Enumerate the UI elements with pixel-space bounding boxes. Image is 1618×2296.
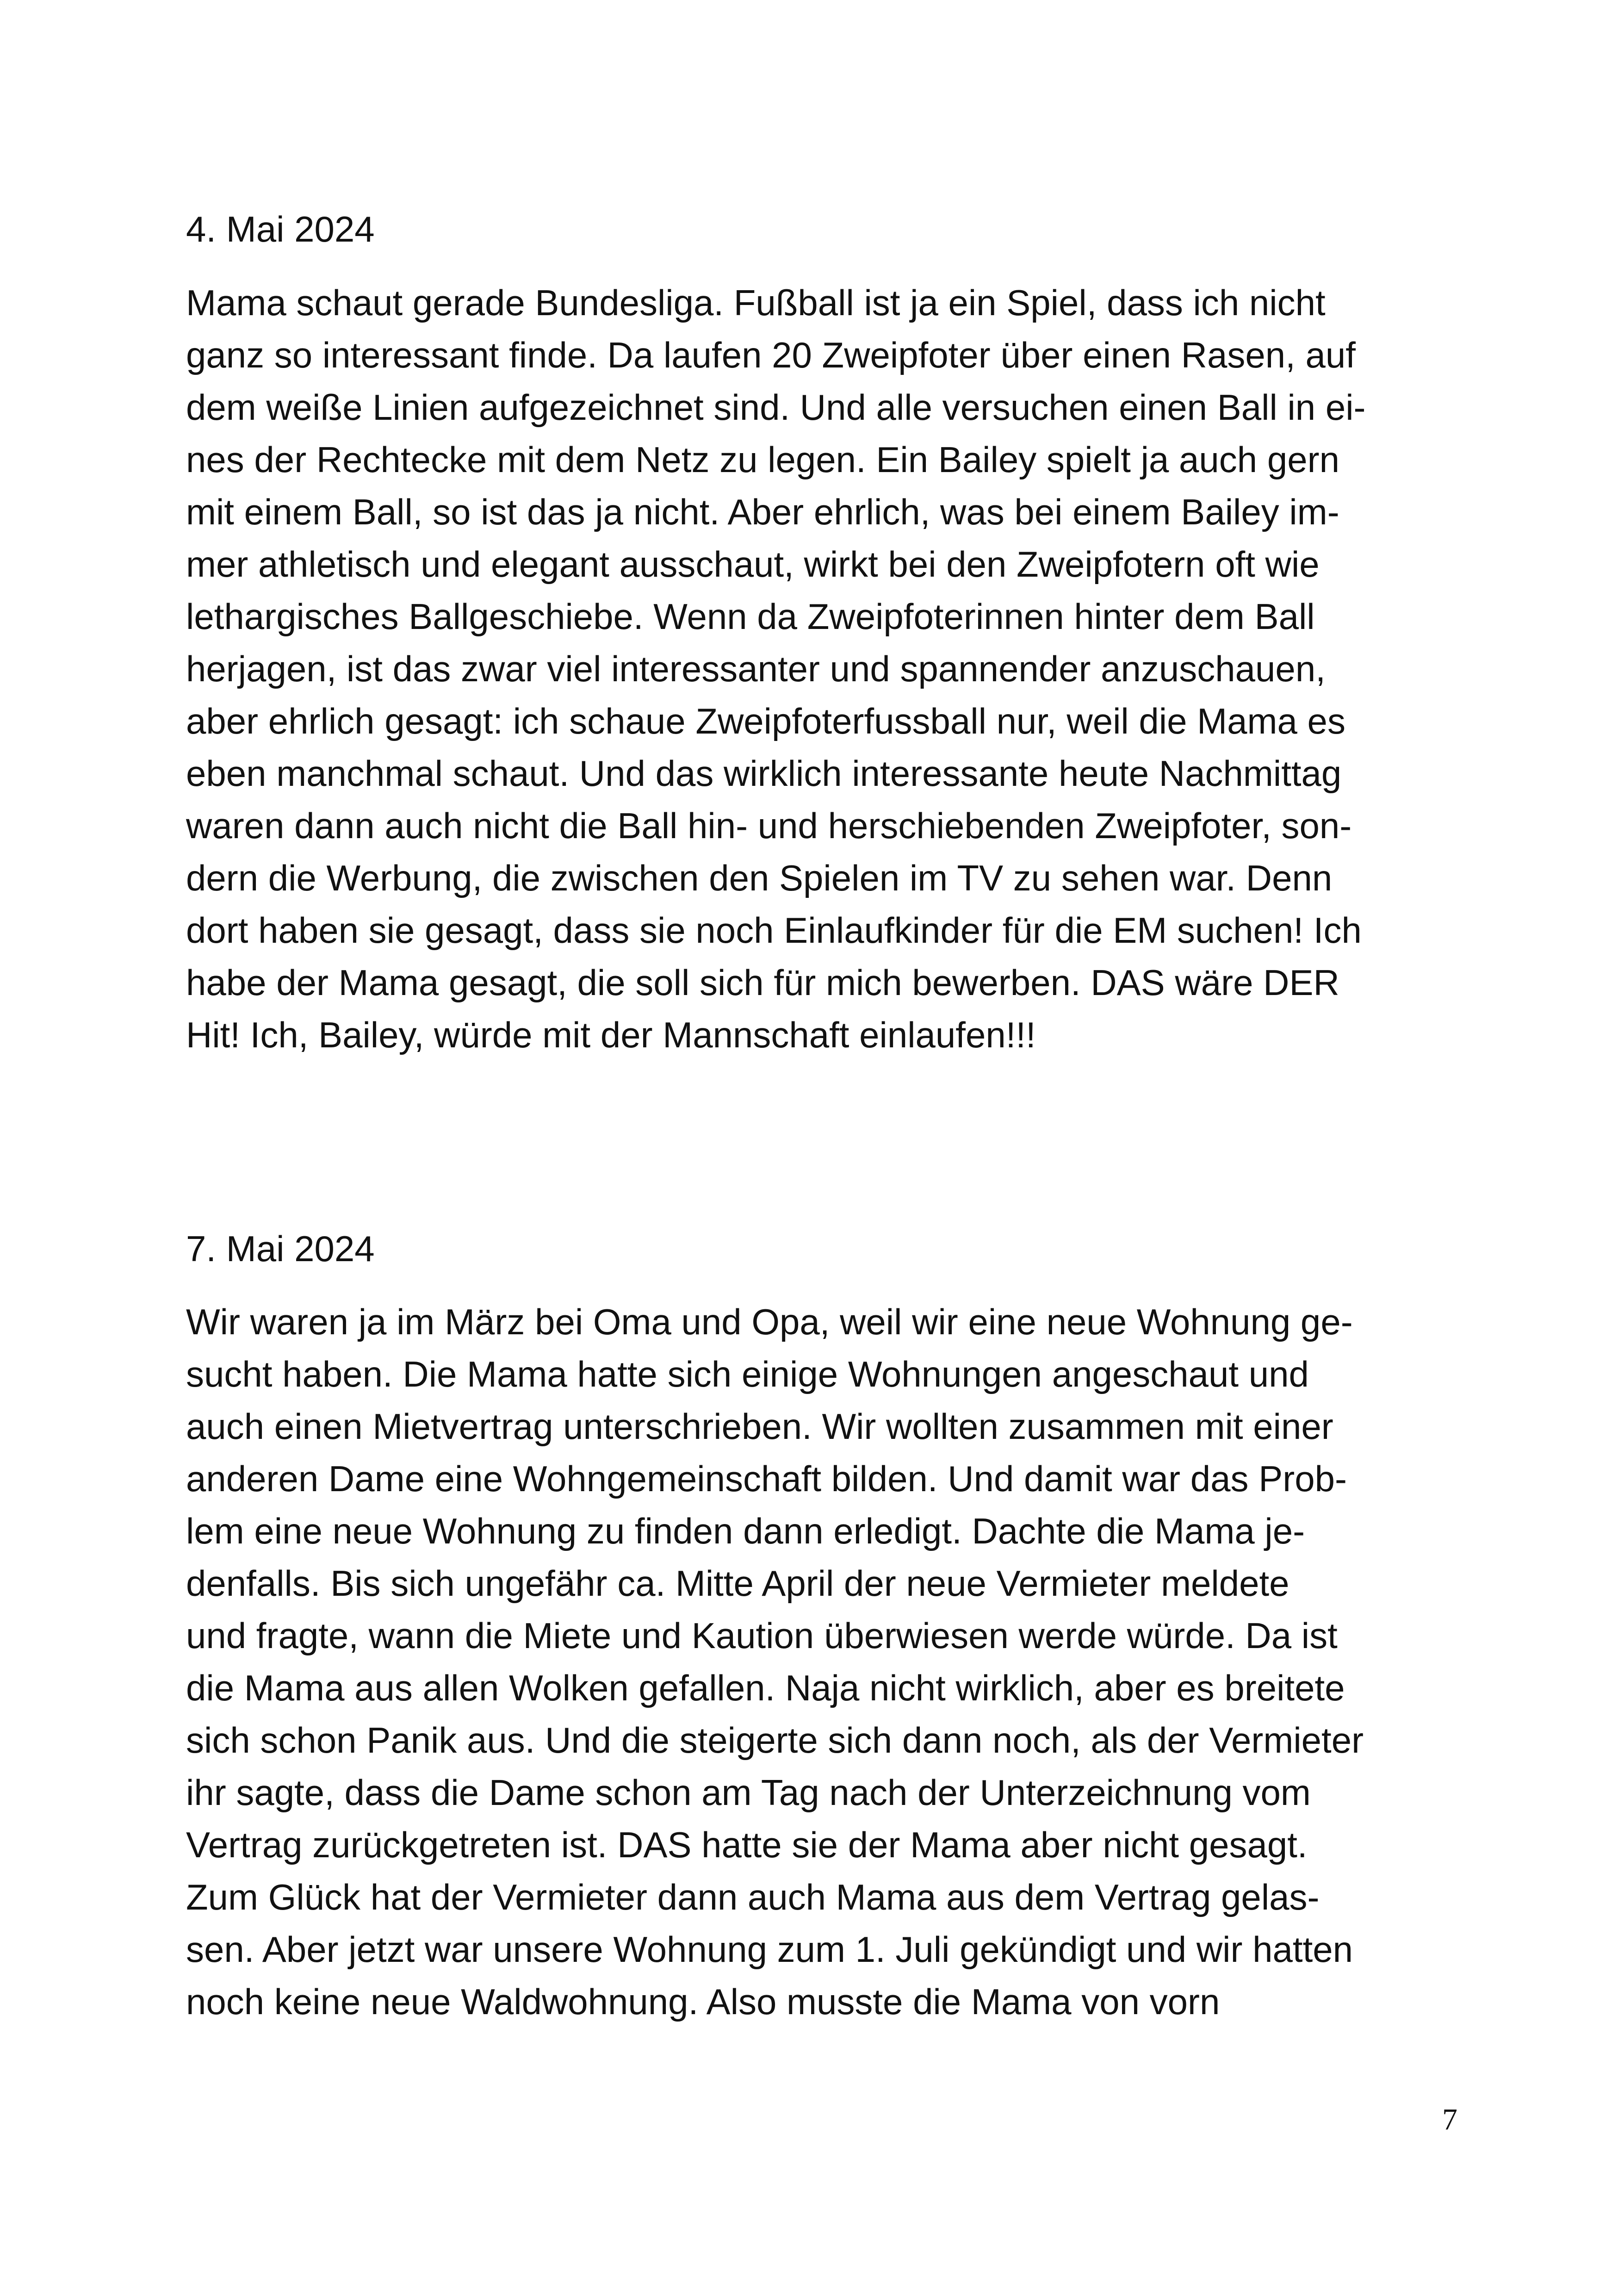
- entry-date: 4. Mai 2024: [186, 209, 375, 249]
- text-line: nes der Rechtecke mit dem Netz zu legen. Ein Bailey spielt ja auch gern: [186, 439, 1339, 480]
- text-line: ihr sagte, dass die Dame schon am Tag nach der Unterzeichnung vom: [186, 1772, 1311, 1813]
- text-line: herjagen, ist das zwar viel interessanter und spannender anzuschauen,: [186, 648, 1326, 689]
- text-line: aber ehrlich gesagt: ich schaue Zweipfoterfussball nur, weil die Mama es: [186, 701, 1345, 741]
- text-line: die Mama aus allen Wolken gefallen. Naja nicht wirklich, aber es breitete: [186, 1668, 1345, 1708]
- text-line: und fragte, wann die Miete und Kaution überwiesen werde würde. Da ist: [186, 1615, 1338, 1656]
- text-line: denfalls. Bis sich ungefähr ca. Mitte April der neue Vermieter meldete: [186, 1563, 1289, 1604]
- text-line: dem weiße Linien aufgezeichnet sind. Und alle versuchen einen Ball in ei-: [186, 387, 1366, 428]
- text-line: sucht haben. Die Mama hatte sich einige Wohnungen angeschaut und: [186, 1354, 1309, 1394]
- text-line: anderen Dame eine Wohngemeinschaft bilden. Und damit war das Prob-: [186, 1458, 1347, 1499]
- text-line: mit einem Ball, so ist das ja nicht. Aber ehrlich, was bei einem Bailey im-: [186, 492, 1339, 532]
- text-line: waren dann auch nicht die Ball hin- und herschiebenden Zweipfoter, son-: [186, 805, 1352, 846]
- text-line: Wir waren ja im März bei Oma und Opa, weil wir eine neue Wohnung ge-: [186, 1301, 1353, 1342]
- text-line: dort haben sie gesagt, dass sie noch Einlaufkinder für die EM suchen! Ich: [186, 910, 1362, 951]
- text-line: Vertrag zurückgetreten ist. DAS hatte sie der Mama aber nicht gesagt.: [186, 1824, 1308, 1865]
- text-line: Mama schaut gerade Bundesliga. Fußball ist ja ein Spiel, dass ich nicht: [186, 282, 1326, 323]
- text-line: eben manchmal schaut. Und das wirklich interessante heute Nachmittag: [186, 753, 1342, 794]
- text-line: lem eine neue Wohnung zu finden dann erledigt. Dachte die Mama je-: [186, 1511, 1305, 1551]
- text-line: lethargisches Ballgeschiebe. Wenn da Zweipfoterinnen hinter dem Ball: [186, 596, 1315, 637]
- text-line: noch keine neue Waldwohnung. Also musste die Mama von vorn: [186, 1981, 1220, 2022]
- text-line: sen. Aber jetzt war unsere Wohnung zum 1. Juli gekündigt und wir hatten: [186, 1929, 1353, 1970]
- text-line: ganz so interessant finde. Da laufen 20 Zweipfoter über einen Rasen, auf: [186, 335, 1356, 375]
- entry-date: 7. Mai 2024: [186, 1228, 375, 1269]
- entry-body: [186, 277, 1463, 1061]
- entry-body: [186, 1296, 1463, 2028]
- page-number: 7: [1442, 2103, 1457, 2136]
- text-line: sich schon Panik aus. Und die steigerte sich dann noch, als der Vermieter: [186, 1720, 1364, 1761]
- text-line: auch einen Mietvertrag unterschrieben. Wir wollten zusammen mit einer: [186, 1406, 1333, 1447]
- text-line: mer athletisch und elegant ausschaut, wirkt bei den Zweipfotern oft wie: [186, 544, 1320, 585]
- text-line: Hit! Ich, Bailey, würde mit der Mannschaft einlaufen!!!: [186, 1014, 1036, 1055]
- text-line: Zum Glück hat der Vermieter dann auch Mama aus dem Vertrag gelas-: [186, 1877, 1320, 1917]
- text-line: habe der Mama gesagt, die soll sich für mich bewerben. DAS wäre DER: [186, 962, 1339, 1003]
- text-line: dern die Werbung, die zwischen den Spielen im TV zu sehen war. Denn: [186, 858, 1333, 898]
